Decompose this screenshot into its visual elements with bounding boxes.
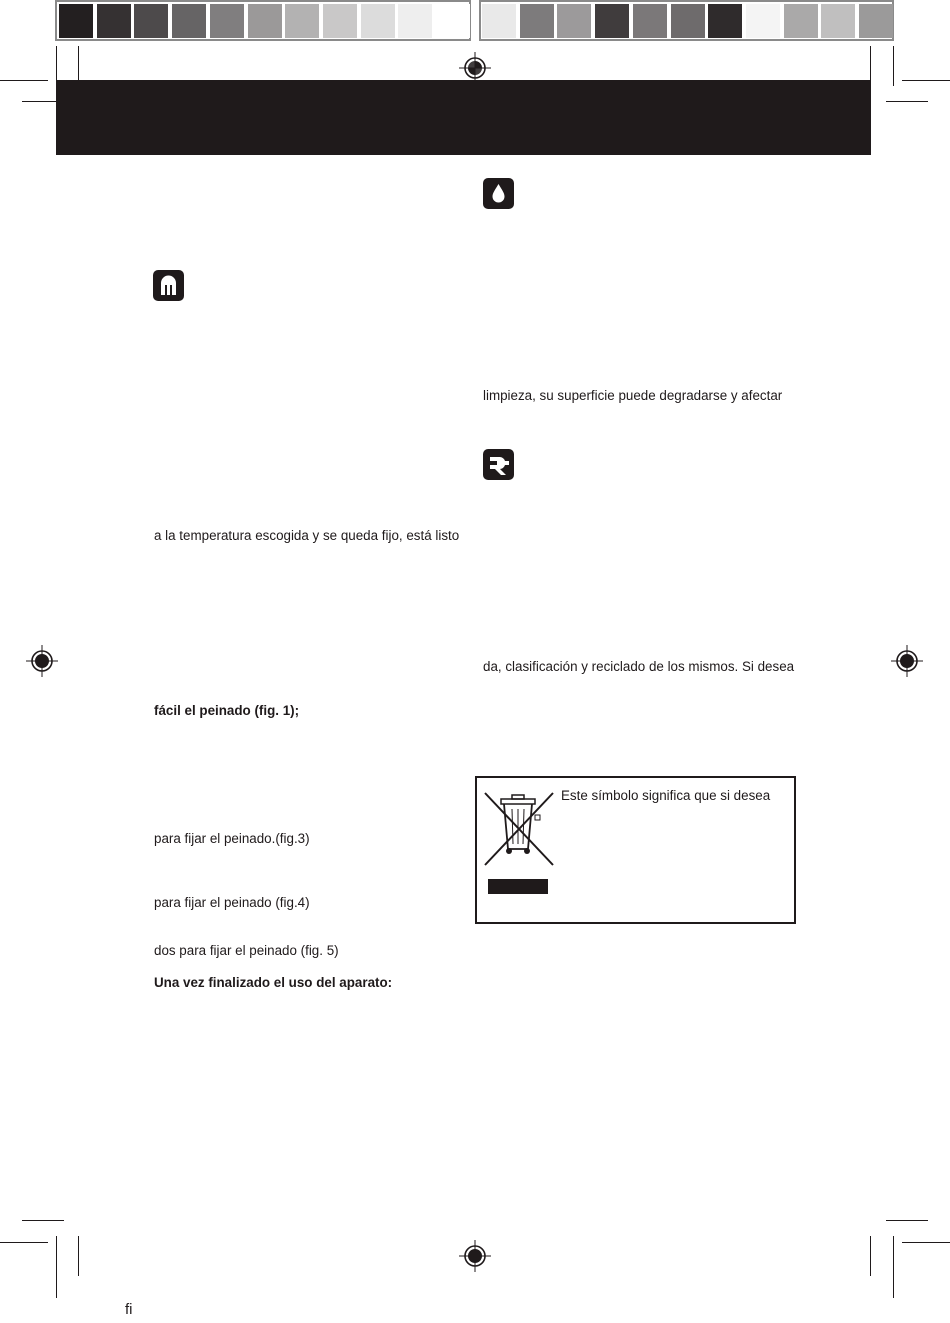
color-swatch — [821, 4, 855, 38]
wrench-icon — [483, 449, 514, 480]
weee-text: Este símbolo significa que si desea — [561, 788, 771, 803]
registration-mark-icon — [459, 1240, 491, 1272]
weee-black-bar — [488, 879, 548, 894]
color-swatch — [361, 4, 395, 38]
crop-mark — [886, 1220, 928, 1221]
page-label: fi — [125, 1301, 133, 1318]
crop-mark — [78, 1236, 79, 1276]
color-swatch — [248, 4, 282, 38]
color-swatch — [285, 4, 319, 38]
crop-mark — [893, 1236, 894, 1298]
color-swatch — [671, 4, 705, 38]
color-swatch — [482, 4, 516, 38]
registration-mark-icon — [26, 645, 58, 677]
crop-mark — [893, 46, 894, 86]
water-drop-icon — [483, 178, 514, 209]
plug-icon — [153, 270, 184, 301]
color-swatch — [746, 4, 780, 38]
header-band — [56, 80, 871, 155]
color-swatch — [323, 4, 357, 38]
registration-mark-icon — [891, 645, 923, 677]
crop-mark — [902, 1242, 950, 1243]
crop-mark — [902, 80, 950, 81]
color-swatch — [97, 4, 131, 38]
weee-box — [475, 776, 796, 924]
color-swatch — [436, 4, 470, 38]
color-swatch — [210, 4, 244, 38]
crop-mark — [870, 1236, 871, 1276]
left-text-line: para fijar el peinado (fig.4) — [154, 895, 310, 910]
left-text-line: fácil el peinado (fig. 1); — [154, 703, 300, 718]
color-swatch — [398, 4, 432, 38]
color-swatch — [172, 4, 206, 38]
crop-mark — [22, 1220, 64, 1221]
crossed-bin-icon — [483, 789, 555, 869]
crop-mark — [0, 80, 48, 81]
color-swatch — [595, 4, 629, 38]
crop-mark — [886, 101, 928, 102]
left-text-line: para fijar el peinado.(fig.3) — [154, 831, 310, 846]
left-text-line: dos para fijar el peinado (fig. 5) — [154, 943, 339, 958]
color-swatch — [708, 4, 742, 38]
color-swatch — [134, 4, 168, 38]
color-swatch — [520, 4, 554, 38]
color-swatch — [557, 4, 591, 38]
color-swatch — [859, 4, 893, 38]
color-swatch — [633, 4, 667, 38]
color-swatch — [784, 4, 818, 38]
left-text-line: Una vez finalizado el uso del aparato: — [154, 975, 393, 990]
color-swatch — [59, 4, 93, 38]
left-text-line: a la temperatura escogida y se queda fijo, está listo — [154, 528, 460, 543]
right-text-line: da, clasificación y reciclado de los mismos. Si desea — [483, 659, 795, 674]
crop-mark — [56, 1236, 57, 1298]
crop-mark — [0, 1242, 48, 1243]
right-text-line: limpieza, su superficie puede degradarse y afectar — [483, 388, 783, 403]
